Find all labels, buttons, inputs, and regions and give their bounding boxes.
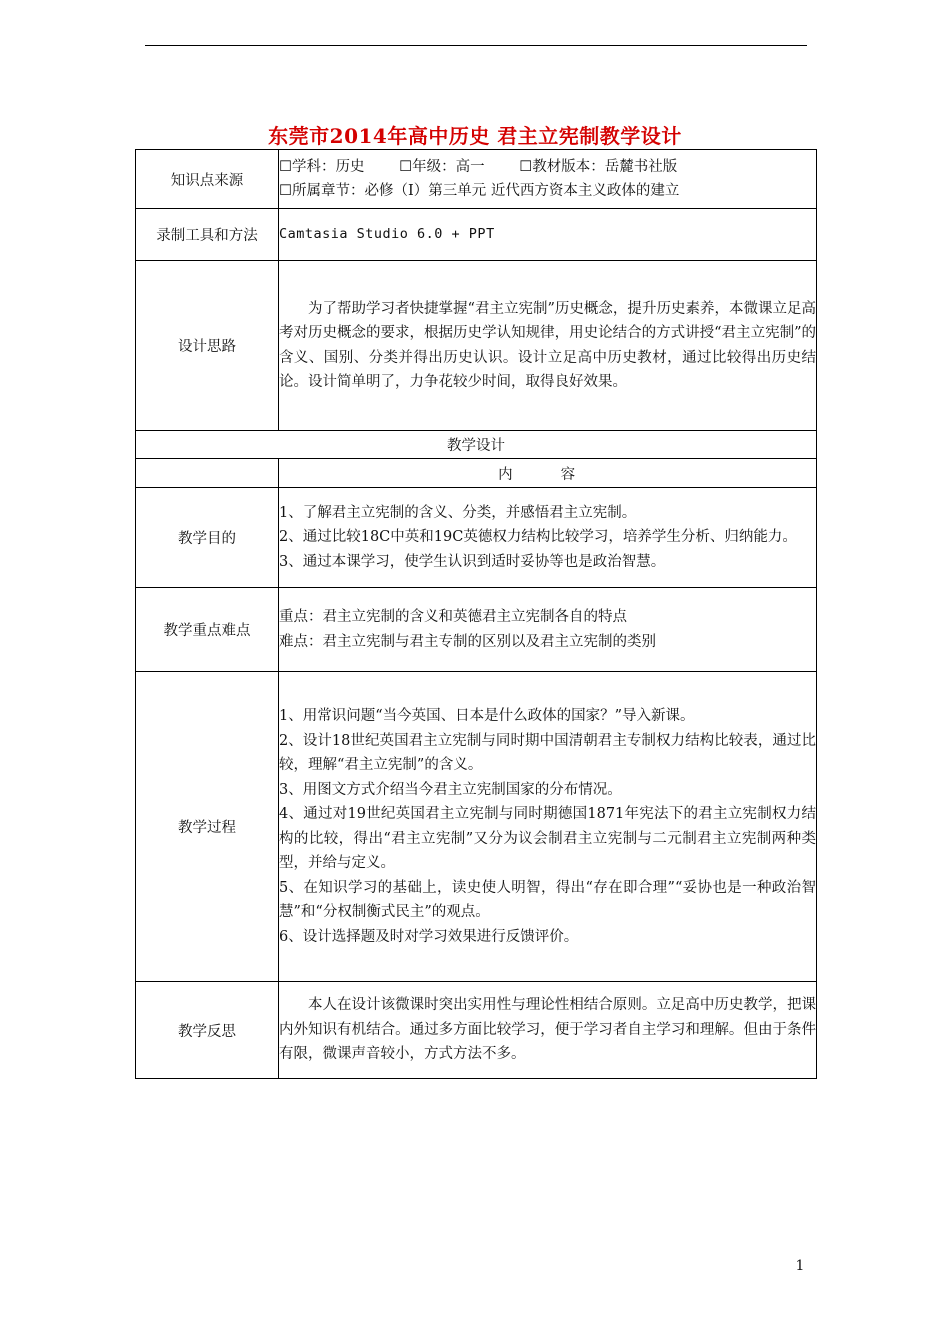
idea-label: 设计思路 — [136, 261, 279, 431]
objectives-content — [279, 488, 817, 588]
tools-label: 录制工具和方法 — [136, 209, 279, 261]
empty-cell — [136, 459, 279, 488]
difficult-point: 难点：君主立宪制与君主专制的区别以及君主立宪制的类别 — [279, 633, 656, 650]
idea-text: 为了帮助学习者快捷掌握“君主立宪制”历史概念，提升历史素养，本微课立足高考对历史概念的要求，根据历史学认知规律，用史论结合的方式讲授“君主立宪制”的含义、国别、分类并得出历史认识。设计立足高中历史教材，通过比较得出历史结论。设计简单明了，力争花较少时间，取得良好效果。 — [279, 300, 816, 390]
process-step: 4、通过对19世纪英国君主立宪制与同时期德国1871年宪法下的君主立宪制权力结构的比较，得出“君主立宪制”又分为议会制君主立宪制与二元制君主立宪制两种类型，并给与定义。 — [279, 806, 816, 871]
source-row — [136, 150, 817, 209]
key-points-content — [279, 588, 817, 672]
lesson-design-table — [135, 149, 817, 1079]
process-content — [279, 672, 817, 982]
edition-checkbox: ☐教材版本：岳麓书社版 — [519, 158, 678, 175]
tools-row — [136, 209, 817, 261]
process-step: 2、设计18世纪英国君主立宪制与同时期中国清朝君主专制权力结构比较表，通过比较，理解“君主立宪制”的含义。 — [279, 732, 816, 773]
reflection-label: 教学反思 — [136, 982, 279, 1079]
idea-row — [136, 261, 817, 431]
objective-item: 1、了解君主立宪制的含义、分类，并感悟君主立宪制。 — [279, 504, 637, 521]
document-title: 东莞市2014年高中历史 君主立宪制教学设计 — [268, 124, 682, 148]
process-step: 5、在知识学习的基础上，读史使人明智，得出“存在即合理”“妥协也是一种政治智慧”和“分权制衡式民主”的观点。 — [279, 879, 816, 920]
key-points-row — [136, 588, 817, 672]
section-heading: 教学设计 — [136, 431, 817, 459]
source-label: 知识点来源 — [136, 150, 279, 209]
reflection-row — [136, 982, 817, 1079]
key-points-label: 教学重点难点 — [136, 588, 279, 672]
subject-checkbox: ☐学科：历史 — [279, 158, 365, 175]
objectives-row — [136, 488, 817, 588]
objectives-label: 教学目的 — [136, 488, 279, 588]
page-number: 1 — [795, 1258, 805, 1274]
process-label: 教学过程 — [136, 672, 279, 982]
key-point: 重点：君主立宪制的含义和英德君主立宪制各自的特点 — [279, 609, 627, 625]
section-heading-row — [136, 431, 817, 459]
grade-checkbox: ☐年级：高一 — [399, 158, 485, 175]
process-row — [136, 672, 817, 982]
reflection-text: 本人在设计该微课时突出实用性与理论性相结合原则。立足高中历史教学，把课内外知识有机结合。通过多方面比较学习，便于学习者自主学习和理解。但由于条件有限，微课声音较小，方式方法不多。 — [279, 997, 816, 1063]
objective-item: 3、通过本课学习，使学生认识到适时妥协等也是政治智慧。 — [279, 553, 666, 570]
objective-item: 2、通过比较18C中英和19C英德权力结构比较学习，培养学生分析、归纳能力。 — [279, 529, 797, 546]
tools-value: Camtasia Studio 6.0 + PPT — [279, 209, 817, 261]
chapter-checkbox: ☐所属章节：必修（Ⅰ）第三单元 近代西方资本主义政体的建立 — [279, 183, 680, 199]
process-step: 3、用图文方式介绍当今君主立宪制国家的分布情况。 — [279, 781, 622, 798]
process-step: 6、设计选择题及时对学习效果进行反馈评价。 — [279, 928, 579, 945]
content-heading: 内 容 — [498, 466, 597, 483]
source-content — [279, 150, 817, 209]
header-rule — [145, 45, 807, 46]
process-step: 1、用常识问题“当今英国、日本是什么政体的国家？”导入新课。 — [279, 708, 695, 724]
content-heading-row — [136, 459, 817, 488]
